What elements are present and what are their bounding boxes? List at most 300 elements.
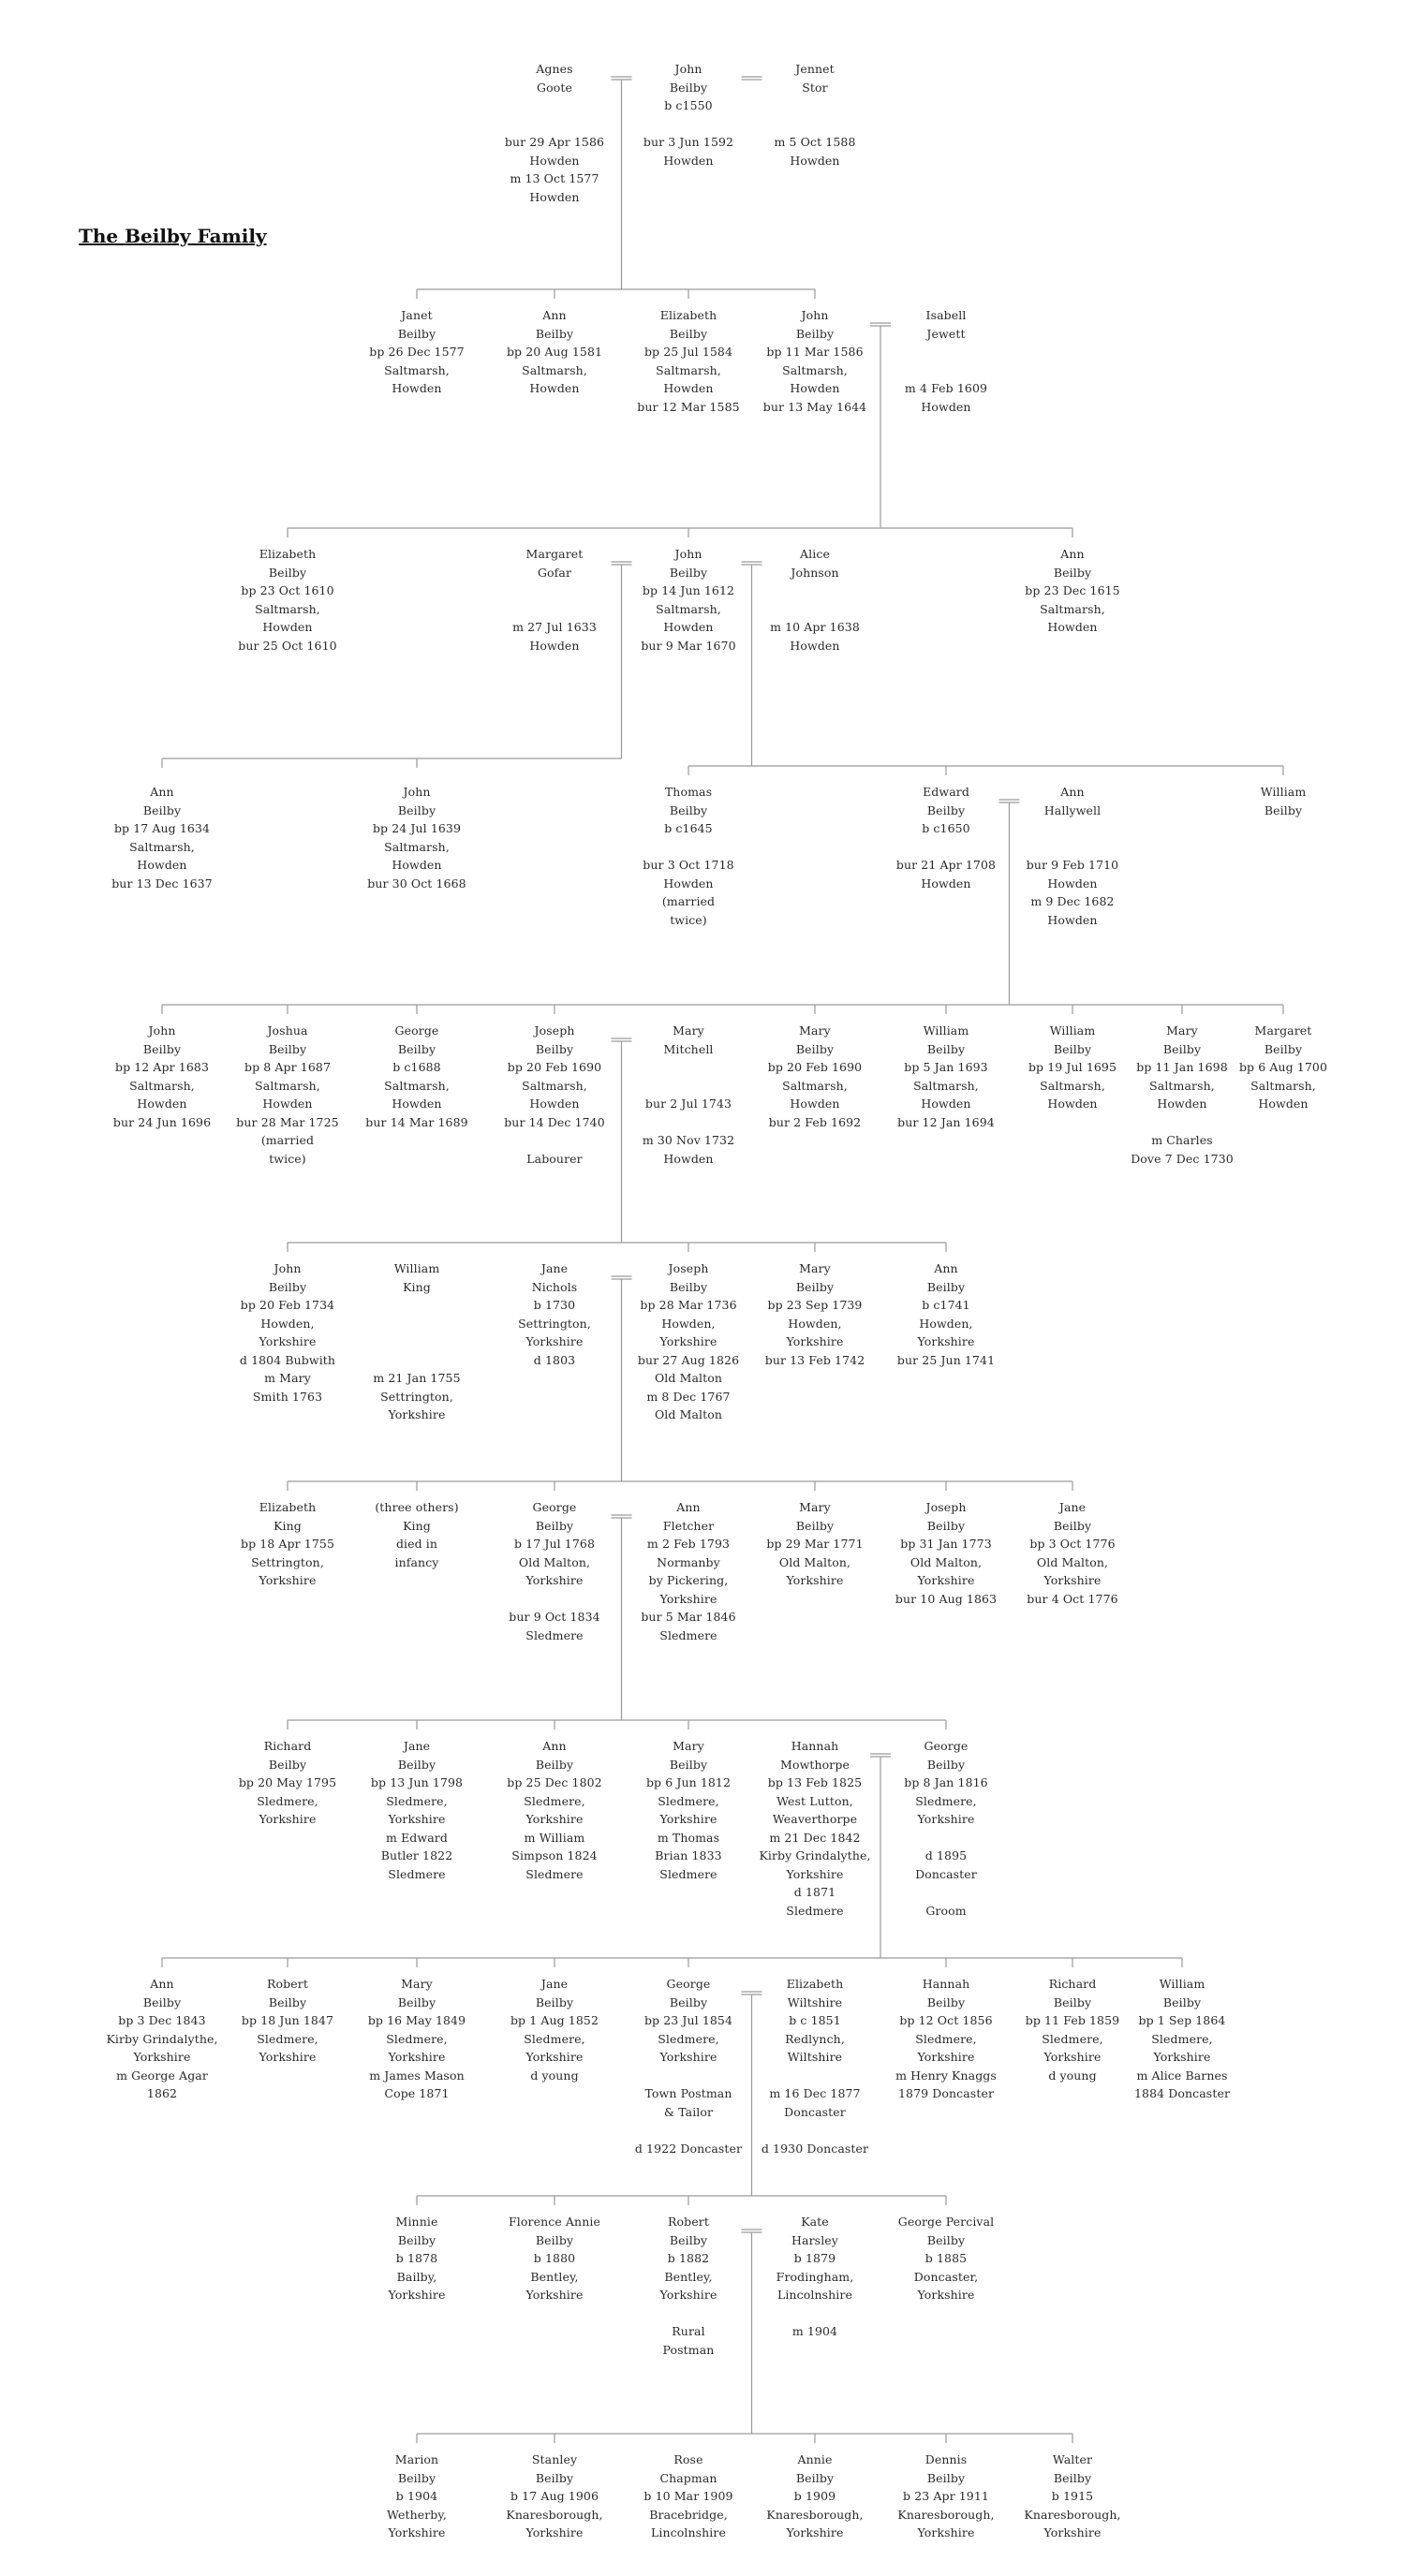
person-line (623, 1077, 754, 1096)
person-line: Lincolnshire (777, 2288, 852, 2302)
person-line: bp 13 Feb 1825 (767, 1775, 863, 1789)
person-line: Doncaster (915, 1866, 977, 1881)
person-line: Saltmarsh, (384, 362, 450, 377)
person-line: Sledmere, (915, 2031, 977, 2046)
person-line: bur 4 Oct 1776 (1027, 1591, 1118, 1606)
person-line: Mitchell (663, 1041, 714, 1056)
person-line: Beilby (795, 1518, 835, 1533)
person-joshua-1687 (222, 1022, 353, 1168)
person-line: Yorkshire (1043, 2525, 1102, 2539)
person-line: b 1878 (395, 2251, 438, 2265)
person-line (489, 1131, 620, 1150)
person-line: Howden (1047, 1097, 1098, 1111)
person-line: Beilby (926, 1518, 966, 1533)
person-line: George (394, 1023, 439, 1038)
person-line: bur 9 Feb 1710 (1026, 858, 1119, 872)
person-line: Richard (263, 1739, 312, 1753)
person-line: Beilby (397, 1757, 436, 1772)
person-line: bp 20 Aug 1581 (506, 345, 603, 359)
person-line: Butler 1822 (380, 1848, 453, 1862)
person-line: b 1880 (533, 2251, 576, 2265)
person-line (880, 838, 1012, 857)
person-line: m 5 Oct 1588 (774, 135, 856, 149)
person-line: m 10 Apr 1638 (770, 620, 860, 634)
person-line: Jane (540, 1977, 569, 1991)
person-line: Yorkshire (659, 1334, 717, 1348)
person-john-1612 (623, 545, 754, 655)
person-line: by Pickering, (648, 1573, 729, 1587)
person-line: b 17 Aug 1906 (510, 2489, 599, 2503)
person-line: Howden (663, 381, 714, 395)
person-line: Old Malton, (518, 1554, 591, 1569)
person-john-1586 (749, 306, 880, 416)
person-line: Beilby (1053, 1518, 1092, 1533)
person-line: Yorkshire (659, 2288, 717, 2302)
person-line: b 1879 (793, 2251, 836, 2265)
person-line: Saltmarsh, (782, 1078, 848, 1093)
person-line: bp 19 Jul 1695 (1028, 1060, 1117, 1074)
person-line: bur 25 Jun 1741 (896, 1352, 996, 1367)
person-line: m George Agar (116, 2068, 208, 2083)
person-line: Beilby (669, 326, 708, 341)
person-line: Bailby, (396, 2269, 437, 2284)
person-line: George Percival (897, 2215, 995, 2229)
person-line: Fletcher (662, 1518, 715, 1533)
person-line: Hannah (791, 1739, 839, 1753)
person-line: Yorkshire (1043, 1573, 1102, 1587)
person-joseph-1736 (623, 1259, 754, 1424)
person-line: Yorkshire (917, 2050, 975, 2064)
person-line: m Henry Knaggs (895, 2068, 997, 2083)
person-line: Jane (1058, 1500, 1087, 1514)
person-line: Yorkshire (525, 1573, 584, 1587)
person-line: Beilby (1162, 1995, 1202, 2009)
person-george-1816 (880, 1737, 1012, 1920)
person-line: Margaret (525, 547, 584, 561)
person-line: King (403, 1518, 431, 1533)
person-elizabeth-1584 (623, 306, 754, 416)
person-line: m Alice Barnes (1136, 2068, 1228, 2083)
person-line (623, 2067, 754, 2085)
person-ann-1843 (96, 1975, 228, 2103)
person-line: Yorkshire (388, 2525, 446, 2539)
person-line: Goote (537, 80, 572, 95)
person-line: b c1550 (664, 98, 713, 112)
person-line: Sledmere, (658, 2031, 719, 2046)
person-line: Beilby (268, 1995, 307, 2009)
person-line (351, 1351, 482, 1370)
person-line: Lincolnshire (651, 2525, 726, 2539)
person-line: Howden (790, 381, 840, 395)
person-line: bp 18 Apr 1755 (240, 1537, 335, 1551)
person-line: 1879 Doncaster (897, 2086, 995, 2100)
person-line: Robert (668, 2215, 709, 2229)
person-line: Edward (923, 785, 969, 799)
person-line: Minnie (395, 2215, 438, 2229)
person-line: Kate (801, 2215, 829, 2229)
person-line: Saltmarsh, (255, 601, 320, 616)
person-line: Sledmere, (257, 1793, 318, 1808)
person-line: bur 3 Oct 1718 (643, 858, 734, 872)
person-line: Beilby (1264, 1041, 1303, 1056)
person-line (623, 115, 754, 134)
person-line: Beilby (1053, 1995, 1092, 2009)
person-line: b c1688 (392, 1060, 441, 1074)
person-line: Beilby (397, 802, 436, 817)
person-jane-nichols (489, 1259, 620, 1369)
person-line: King (403, 1279, 431, 1294)
person-line: Beilby (535, 2470, 574, 2485)
person-line: Howden (137, 1097, 187, 1111)
person-line: m Charles (1151, 1133, 1213, 1147)
person-line: Beilby (1053, 565, 1092, 580)
person-john-1734 (222, 1259, 353, 1406)
person-ann-1634 (96, 783, 228, 892)
person-line: Beilby (669, 80, 708, 95)
person-line: Mary (799, 1023, 831, 1038)
person-edward-c1650 (880, 783, 1012, 892)
person-jane-1776 (1007, 1498, 1138, 1608)
person-line: Sledmere (388, 1866, 446, 1881)
person-line (880, 343, 1012, 361)
person-line: Saltmarsh, (255, 1078, 320, 1093)
person-line (351, 1315, 482, 1333)
person-ann-c1741 (880, 1259, 1012, 1369)
person-line: m 8 Dec 1767 (646, 1389, 731, 1404)
person-line: bur 5 Mar 1846 (641, 1610, 736, 1624)
person-line: m Thomas (657, 1830, 720, 1845)
person-line (489, 96, 620, 115)
person-line: Sledmere, (524, 2031, 585, 2046)
person-three-others (351, 1498, 482, 1571)
person-line: bp 6 Jun 1812 (645, 1775, 732, 1789)
person-joseph-1690 (489, 1022, 620, 1168)
person-line: bp 18 Jun 1847 (241, 2013, 334, 2027)
person-line: Ann (150, 785, 174, 799)
person-line: b 23 Apr 1911 (903, 2489, 989, 2503)
person-line (749, 2304, 880, 2323)
person-line: Mary (799, 1500, 831, 1514)
person-line: Knaresborough, (506, 2507, 603, 2522)
person-line: bp 25 Dec 1802 (507, 1775, 602, 1789)
person-line: Joshua (267, 1023, 308, 1038)
person-isabell-jewett (880, 306, 1012, 416)
person-line: Beilby (669, 1757, 708, 1772)
person-ann-1581 (489, 306, 620, 398)
person-line (623, 2304, 754, 2323)
person-line: Dove 7 Dec 1730 (1131, 1151, 1234, 1166)
person-line: Saltmarsh, (782, 362, 848, 377)
person-line: m 27 Jul 1633 (512, 620, 597, 634)
person-line: bp 8 Jan 1816 (904, 1775, 988, 1789)
person-line: Johnson (791, 565, 839, 580)
person-line: Howden (529, 1097, 580, 1111)
person-line: d 1895 (924, 1848, 968, 1862)
person-line: m 2 Feb 1793 (646, 1537, 731, 1551)
person-line: Howden (392, 1097, 442, 1111)
person-line: bp 24 Jul 1639 (372, 821, 462, 835)
person-line: Saltmarsh, (1250, 1078, 1316, 1093)
person-line: Thomas (664, 785, 713, 799)
person-line: bp 13 Jun 1798 (370, 1775, 464, 1789)
person-line: Howden (790, 153, 840, 168)
person-thomas-c1645 (623, 783, 754, 929)
person-line: Sledmere, (524, 1793, 585, 1808)
person-line: Beilby (142, 802, 182, 817)
person-margaret-1700 (1218, 1022, 1349, 1113)
person-line: Yorkshire (917, 2525, 975, 2539)
person-line: Settrington, (380, 1389, 453, 1404)
person-line: Bentley, (664, 2269, 713, 2284)
person-line: Jennet (795, 62, 835, 76)
person-jane-1798 (351, 1737, 482, 1883)
person-line: bp 6 Aug 1700 (1238, 1060, 1328, 1074)
person-line (351, 1332, 482, 1351)
person-line: bur 9 Mar 1670 (641, 638, 736, 653)
person-line: (married (260, 1133, 315, 1147)
person-line: Rose (673, 2452, 703, 2466)
person-line: bp 11 Mar 1586 (766, 345, 864, 359)
person-elizabeth-wiltshire (749, 1975, 880, 2157)
person-line: Howden (529, 381, 580, 395)
person-line: bp 5 Jan 1693 (904, 1060, 988, 1074)
person-line: Beilby (1162, 1041, 1202, 1056)
person-line: Sledmere (525, 1627, 584, 1642)
person-line: m James Mason (369, 2068, 465, 2083)
person-line: Beilby (397, 1995, 436, 2009)
person-line: Saltmarsh, (1040, 1078, 1105, 1093)
person-line: Yorkshire (259, 1573, 317, 1587)
person-line: Doncaster (784, 2104, 846, 2119)
person-line: Postman (662, 2342, 715, 2357)
person-line: Settrington, (251, 1554, 324, 1569)
person-line: Howden (137, 858, 187, 872)
person-line: Yorkshire (786, 1334, 844, 1348)
person-line: Knaresborough, (897, 2507, 995, 2522)
person-line: Saltmarsh, (522, 1078, 587, 1093)
person-ann-1802 (489, 1737, 620, 1883)
person-line: William (1049, 1023, 1096, 1038)
person-line: Janet (401, 308, 433, 322)
person-line: d 1871 (793, 1885, 836, 1899)
person-line: Sledmere (659, 1627, 717, 1642)
person-line (749, 600, 880, 619)
person-line: William (393, 1261, 440, 1275)
person-line: Harsley (791, 2232, 838, 2247)
person-line (749, 581, 880, 600)
person-line: John (674, 62, 702, 76)
person-line: Mary (673, 1739, 704, 1753)
person-george-1854 (623, 1975, 754, 2157)
person-line: d 1930 Doncaster (761, 2141, 869, 2156)
person-line: Beilby (669, 2232, 708, 2247)
person-line: Dennis (924, 2452, 968, 2466)
person-line: b c1645 (664, 821, 713, 835)
person-line: Saltmarsh, (1040, 601, 1105, 616)
person-line: Saltmarsh, (384, 1078, 450, 1093)
person-line: Old Malton, (778, 1554, 851, 1569)
person-line: Stor (802, 80, 828, 95)
person-line: Beilby (268, 1279, 307, 1294)
person-line: Yorkshire (917, 1334, 975, 1348)
person-line: Richard (1048, 1977, 1097, 1991)
person-elizabeth-king (222, 1498, 353, 1590)
person-line: Old Malton, (910, 1554, 983, 1569)
person-line (749, 115, 880, 134)
person-line: Yorkshire (259, 2050, 317, 2064)
person-line: Howden (1157, 1097, 1207, 1111)
person-line: bp 14 Jun 1612 (642, 583, 735, 597)
person-minnie-1878 (351, 2213, 482, 2304)
person-line: Howden, (919, 1316, 973, 1331)
person-line: bp 23 Dec 1615 (1025, 583, 1120, 597)
person-william-1693 (880, 1022, 1012, 1131)
person-line: Rural (672, 2324, 705, 2338)
person-line: Saltmarsh, (656, 601, 721, 616)
person-line: Beilby (926, 802, 966, 817)
person-line: Beilby (1264, 802, 1303, 817)
person-line: Alice (800, 547, 830, 561)
person-line: bp 20 Feb 1690 (767, 1060, 863, 1074)
person-line: bp 23 Sep 1739 (767, 1298, 863, 1312)
person-line: m Edward (386, 1830, 448, 1845)
person-line: d 1922 Doncaster (634, 2141, 743, 2156)
person-line: Howden (1047, 912, 1098, 927)
person-line: bur 9 Oct 1834 (509, 1610, 600, 1624)
person-line: Beilby (926, 2232, 966, 2247)
person-line (880, 1883, 1012, 1902)
person-line: Sledmere (659, 1866, 717, 1881)
person-line: Labourer (526, 1151, 583, 1166)
person-line: Howden (921, 399, 971, 414)
person-line: bur 27 Aug 1826 (637, 1352, 740, 1367)
person-line: Howden (529, 638, 580, 653)
person-line: bur 13 Feb 1742 (764, 1352, 865, 1367)
person-line: Groom (925, 1903, 967, 1918)
person-florence-1880 (489, 2213, 620, 2304)
person-line: Bracebridge, (649, 2507, 728, 2522)
person-line: (married (661, 894, 716, 908)
person-line: bur 24 Jun 1696 (112, 1114, 212, 1129)
person-line (489, 581, 620, 600)
person-line: bp 25 Jul 1584 (643, 345, 733, 359)
person-line (489, 115, 620, 134)
person-line: Yorkshire (525, 1812, 584, 1826)
person-line: George (666, 1977, 711, 1991)
person-line: Saltmarsh, (913, 1078, 979, 1093)
person-line: Elizabeth (259, 1500, 317, 1514)
person-line: bur 13 Dec 1637 (111, 876, 213, 891)
person-line (749, 2067, 880, 2085)
person-mary-1849 (351, 1975, 482, 2103)
person-line: Florence Annie (509, 2215, 600, 2229)
person-line: Yorkshire (659, 2050, 717, 2064)
person-line: bur 3 Jun 1592 (643, 135, 734, 149)
person-line: twice) (670, 912, 707, 927)
person-line: Chapman (659, 2470, 717, 2485)
person-line: William (923, 1023, 969, 1038)
person-line: m 1904 (791, 2324, 838, 2338)
person-line: bur 12 Mar 1585 (637, 399, 740, 414)
person-line: West Lutton, (776, 1793, 853, 1808)
person-line: b 1730 (533, 1298, 576, 1312)
person-ann-1615 (1007, 545, 1138, 637)
person-line (749, 96, 880, 115)
person-line: Ann (1060, 785, 1085, 799)
person-line: John (403, 785, 431, 799)
person-line: Mary (799, 1261, 831, 1275)
person-line: Howden (1047, 876, 1098, 891)
person-line: Annie (797, 2452, 833, 2466)
person-line: Howden (790, 1097, 840, 1111)
person-george-percival (880, 2213, 1012, 2304)
person-agnes-goote (489, 60, 620, 206)
person-line: Sledmere, (915, 1793, 977, 1808)
person-line: Beilby (397, 2470, 436, 2485)
person-line: Beilby (669, 1279, 708, 1294)
person-hannah-1856 (880, 1975, 1012, 2103)
person-jennet-stor (749, 60, 880, 169)
person-line: m 30 Nov 1732 (642, 1133, 735, 1147)
person-kate-harsley (749, 2213, 880, 2341)
person-line: Beilby (926, 1995, 966, 2009)
person-line: Yorkshire (259, 1812, 317, 1826)
person-line: Bentley, (530, 2269, 579, 2284)
person-line: Ann (1060, 547, 1085, 561)
person-line: Yorkshire (786, 2525, 844, 2539)
person-line: Yorkshire (659, 1812, 717, 1826)
person-line: George (924, 1739, 969, 1753)
person-line: bp 26 Dec 1577 (369, 345, 465, 359)
person-line: Knaresborough, (766, 2507, 864, 2522)
person-line: Jane (540, 1261, 569, 1275)
person-line: Isabell (925, 308, 967, 322)
person-line: Howden, (260, 1316, 315, 1331)
person-line: John (148, 1023, 176, 1038)
person-line: Yorkshire (259, 1334, 317, 1348)
person-line: Joseph (668, 1261, 709, 1275)
person-janet-1577 (351, 306, 482, 398)
person-richard-1795 (222, 1737, 353, 1829)
person-line: Sledmere (525, 1866, 584, 1881)
person-line: bp 23 Jul 1854 (643, 2013, 733, 2027)
person-william-g4 (1218, 783, 1349, 819)
person-line: Yorkshire (786, 1573, 844, 1587)
person-line: Beilby (535, 326, 574, 341)
person-line: Beilby (268, 1757, 307, 1772)
person-line: Wiltshire (787, 2050, 843, 2064)
person-william-king (351, 1259, 482, 1424)
person-line: Beilby (926, 1041, 966, 1056)
person-line: Beilby (669, 565, 708, 580)
person-line: Beilby (926, 2470, 966, 2485)
person-line: m 21 Jan 1755 (373, 1371, 461, 1385)
person-line: Walter (1052, 2452, 1093, 2466)
person-line: Yorkshire (1153, 2050, 1211, 2064)
person-line: b c1741 (922, 1298, 970, 1312)
person-line: John (674, 547, 702, 561)
person-line: Weaverthorpe (772, 1812, 858, 1826)
person-line: Kirby Grindalythe, (106, 2031, 218, 2046)
person-line: b 1909 (793, 2489, 836, 2503)
person-line: Sledmere, (257, 2031, 318, 2046)
person-line: Old Malton, (1036, 1554, 1109, 1569)
person-line: Cope 1871 (384, 2086, 450, 2100)
person-line: bur 14 Mar 1689 (365, 1114, 468, 1129)
person-line: Beilby (669, 802, 708, 817)
person-line: bur 14 Dec 1740 (504, 1114, 605, 1129)
person-line: Joseph (925, 1500, 967, 1514)
